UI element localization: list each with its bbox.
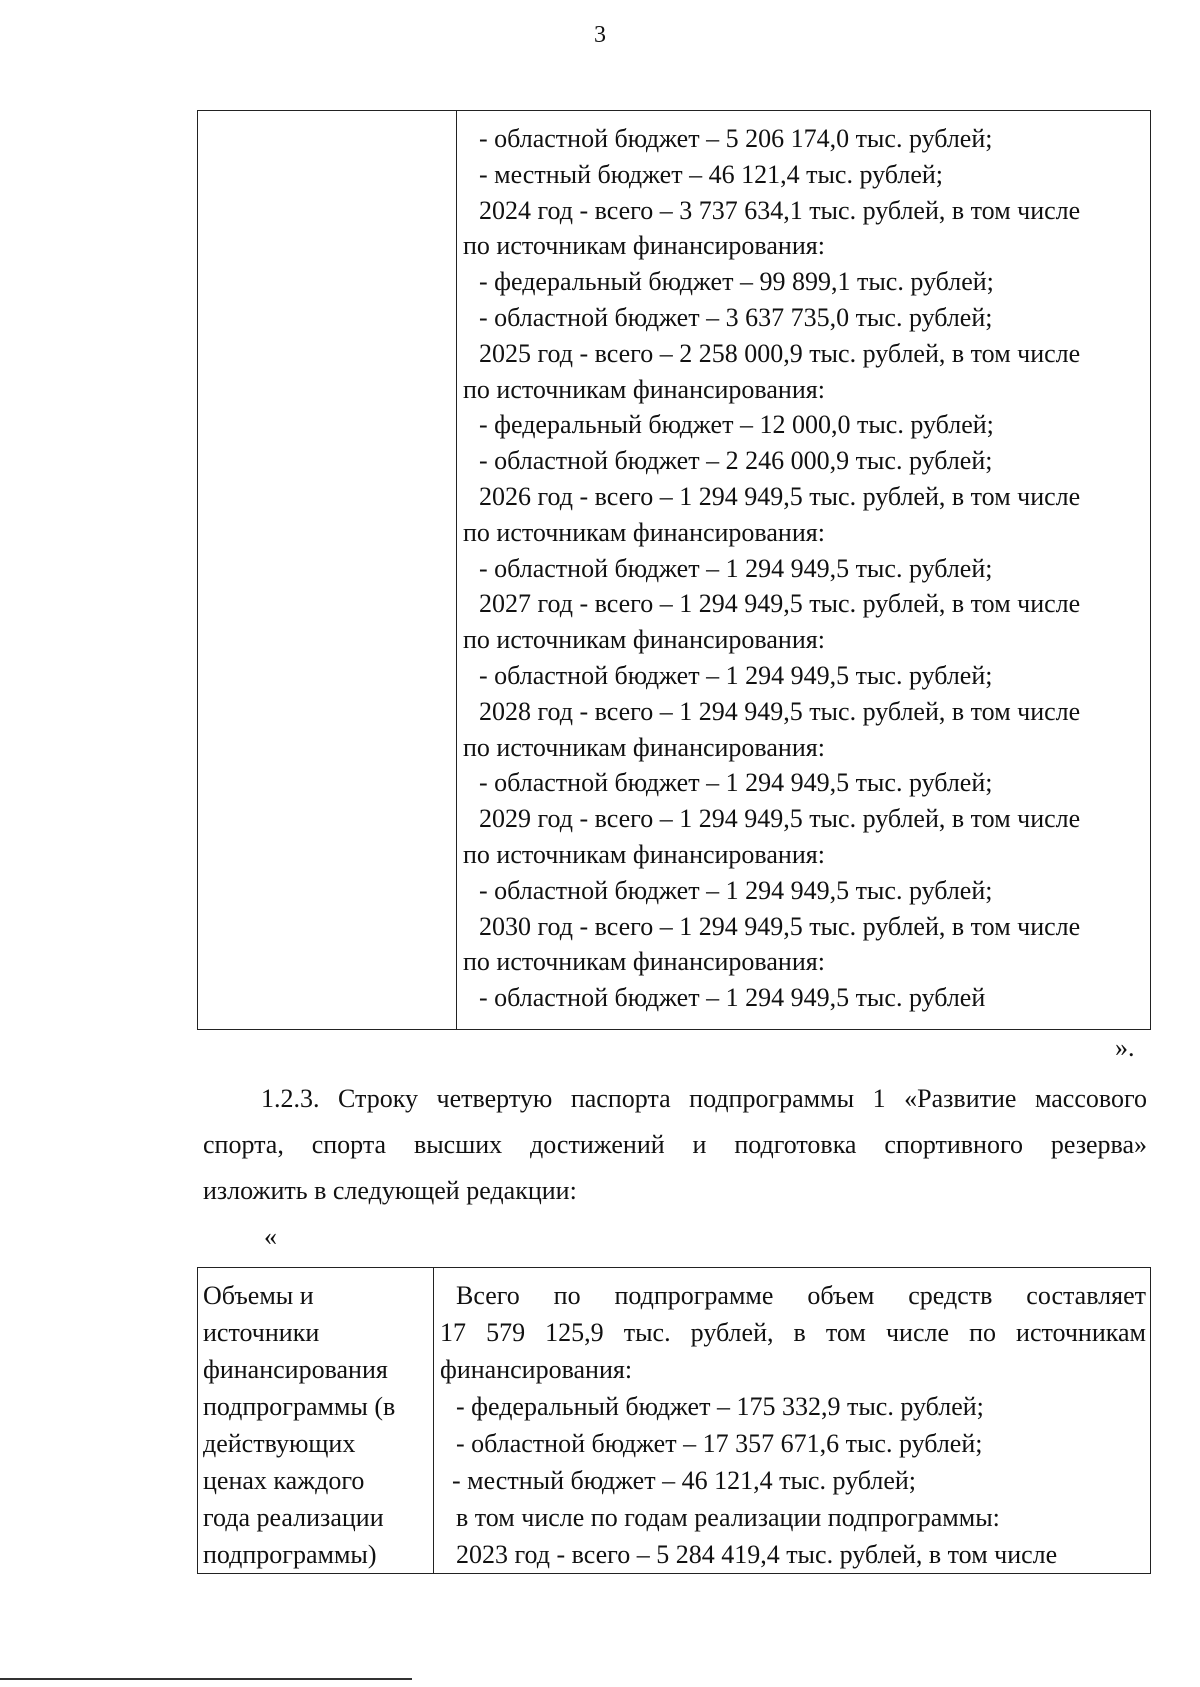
financing-table-new xyxy=(197,1267,1151,1574)
paragraph-line: изложить в следующей редакции: xyxy=(203,1176,577,1205)
paragraph-line: 1.2.3. Строку четвертую паспорта подпрограммы 1 «Развитие массового xyxy=(261,1084,1147,1113)
label-line: года реализации xyxy=(203,1503,384,1532)
financing-line: по источникам финансирования: xyxy=(463,839,825,869)
financing-line: 2024 год - всего – 3 737 634,1 тыс. рублей, в том числе xyxy=(479,195,1081,225)
financing-line: - областной бюджет – 5 206 174,0 тыс. рублей; xyxy=(479,124,993,153)
financing-line: - федеральный бюджет – 12 000,0 тыс. рублей; xyxy=(479,410,994,440)
financing-line: Всего по подпрограмме объем средств составляет xyxy=(456,1281,1146,1310)
financing-line: - областной бюджет – 3 637 735,0 тыс. рублей; xyxy=(479,302,993,332)
financing-line: - местный бюджет – 46 121,4 тыс. рублей; xyxy=(479,159,944,189)
opening-quote: « xyxy=(264,1222,277,1251)
label-line: действующих xyxy=(203,1429,356,1458)
financing-line: - федеральный бюджет – 99 899,1 тыс. рублей; xyxy=(479,267,994,297)
financing-line: по источникам финансирования: xyxy=(463,947,825,977)
financing-line: 2030 год - всего – 1 294 949,5 тыс. рублей, в том числе xyxy=(479,911,1081,941)
financing-line: 2026 год - всего – 1 294 949,5 тыс. рублей, в том числе xyxy=(479,481,1081,511)
financing-line: - федеральный бюджет – 175 332,9 тыс. рублей; xyxy=(456,1392,984,1421)
paragraph-line: спорта, спорта высших достижений и подготовка спортивного резерва» xyxy=(203,1130,1147,1159)
table-content-cell xyxy=(457,111,1151,1030)
financing-line: в том числе по годам реализации подпрограммы: xyxy=(456,1503,1000,1532)
financing-line: - областной бюджет – 1 294 949,5 тыс. рублей; xyxy=(479,553,993,583)
financing-line: - областной бюджет – 1 294 949,5 тыс. рублей; xyxy=(479,768,993,798)
label-line: подпрограммы) xyxy=(203,1540,377,1569)
financing-line: 2028 год - всего – 1 294 949,5 тыс. рублей, в том числе xyxy=(479,696,1081,726)
financing-line: - областной бюджет – 17 357 671,6 тыс. рублей; xyxy=(456,1429,983,1458)
label-line: источники xyxy=(203,1318,320,1347)
financing-line: 2029 год - всего – 1 294 949,5 тыс. рублей, в том числе xyxy=(479,804,1081,834)
financing-line: - областной бюджет – 2 246 000,9 тыс. рублей; xyxy=(479,446,993,476)
label-line: ценах каждого xyxy=(203,1466,365,1495)
financing-line: - областной бюджет – 1 294 949,5 тыс. рублей; xyxy=(479,660,993,690)
financing-table-continued xyxy=(197,110,1151,1030)
label-line: Объемы и xyxy=(203,1281,314,1310)
financing-line: 2023 год - всего – 5 284 419,4 тыс. рублей, в том числе xyxy=(456,1540,1058,1569)
financing-line: по источникам финансирования: xyxy=(463,732,825,762)
financing-line: 17 579 125,9 тыс. рублей, в том числе по источникам xyxy=(440,1318,1146,1347)
financing-line: - областной бюджет – 1 294 949,5 тыс. рублей; xyxy=(479,875,993,905)
financing-line: - областной бюджет – 1 294 949,5 тыс. рублей xyxy=(479,983,986,1013)
page-number: 3 xyxy=(594,22,606,48)
financing-line: по источникам финансирования: xyxy=(463,517,825,547)
label-line: финансирования xyxy=(203,1355,388,1384)
financing-line: по источникам финансирования: xyxy=(463,231,825,261)
table-label-cell-empty xyxy=(198,111,457,1030)
financing-line: финансирования: xyxy=(440,1355,633,1384)
financing-line: 2025 год - всего – 2 258 000,9 тыс. рублей, в том числе xyxy=(479,338,1081,368)
footer-rule xyxy=(0,1678,412,1680)
amendment-paragraph xyxy=(203,1076,1147,1214)
table-content-cell xyxy=(434,1268,1151,1574)
table-label-cell xyxy=(198,1268,434,1574)
financing-line: - местный бюджет – 46 121,4 тыс. рублей; xyxy=(452,1466,917,1495)
financing-line: 2027 год - всего – 1 294 949,5 тыс. рублей, в том числе xyxy=(479,589,1081,619)
closing-quote: ». xyxy=(1115,1033,1135,1062)
financing-line: по источникам финансирования: xyxy=(463,374,825,404)
label-line: подпрограммы (в xyxy=(203,1392,396,1421)
financing-line: по источникам финансирования: xyxy=(463,625,825,655)
